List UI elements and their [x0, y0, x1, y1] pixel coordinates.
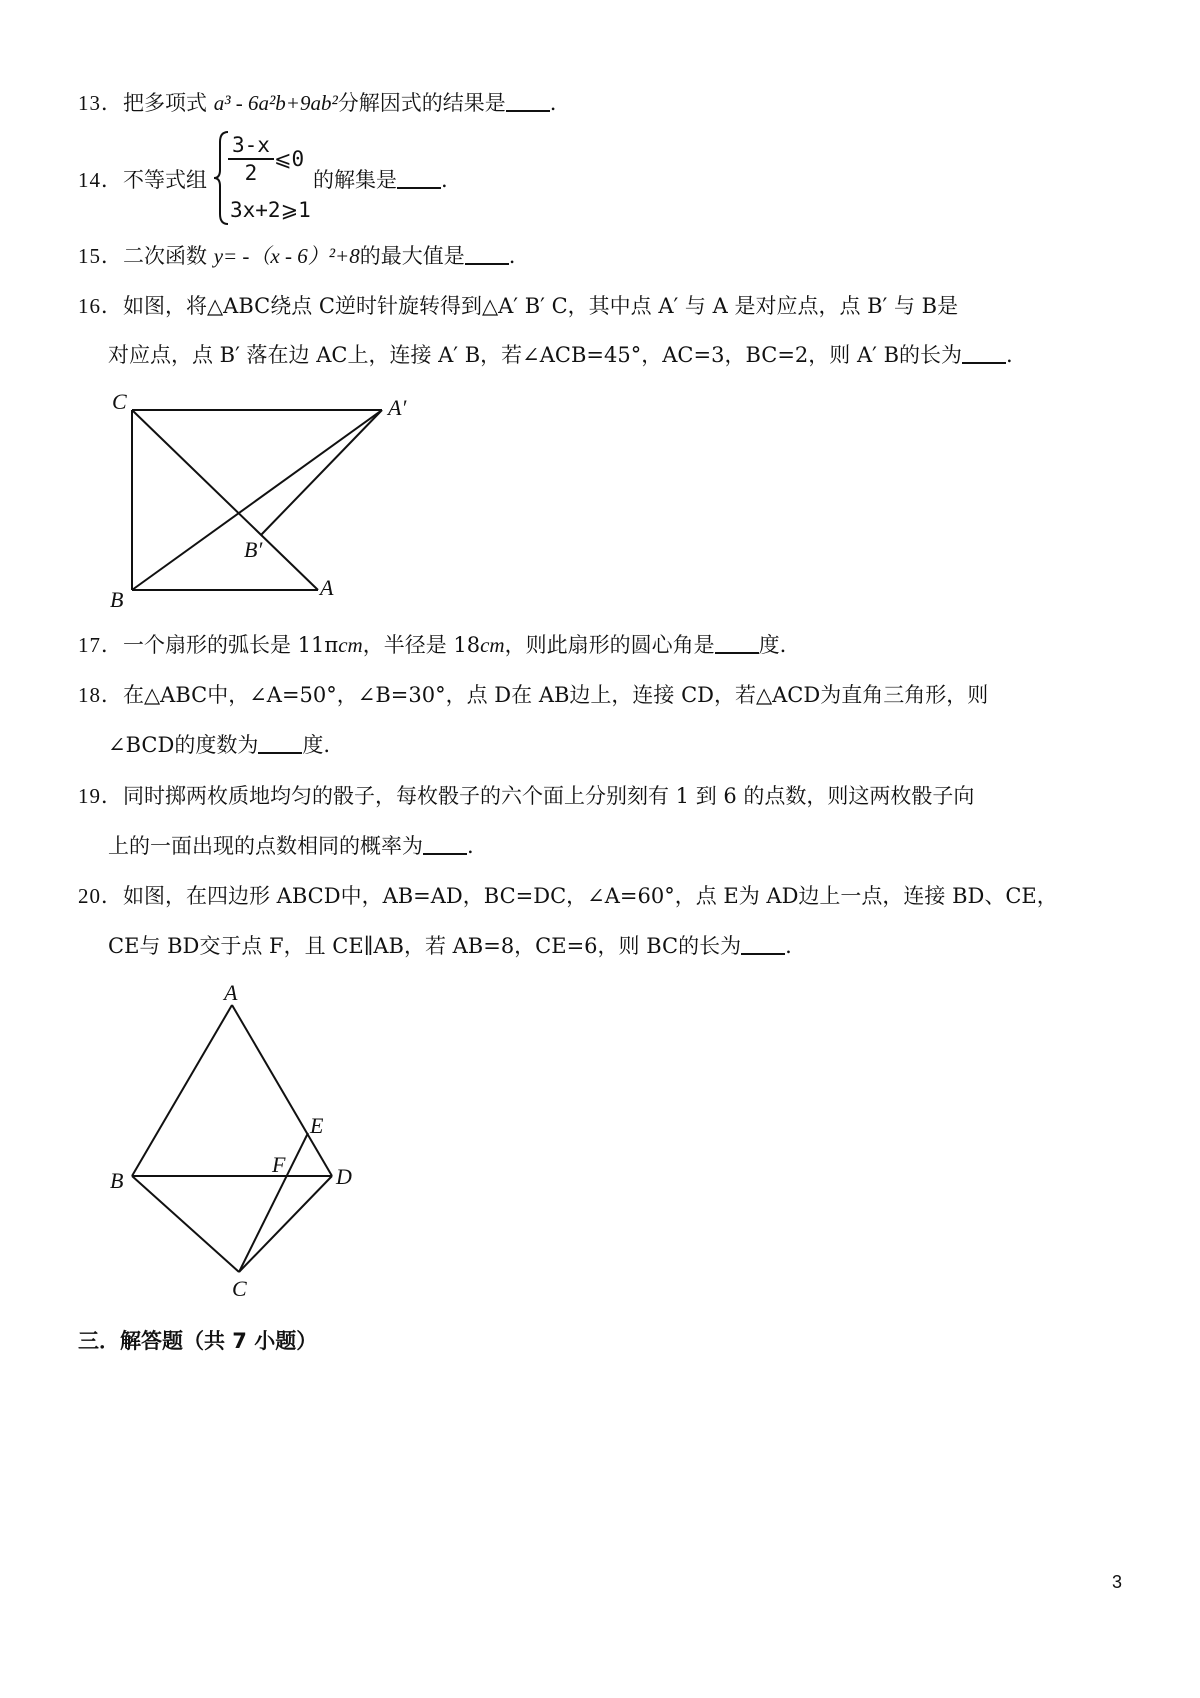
label-D: D	[336, 1164, 352, 1189]
fraction-numerator: 3-x	[228, 132, 274, 160]
label-F: F	[272, 1152, 286, 1177]
question-number: 13．	[78, 91, 123, 115]
label-A: A	[320, 575, 334, 600]
figure-16-rotation	[100, 385, 440, 615]
function-expression: y= -（x - 6）²+8	[213, 244, 360, 268]
answer-blank	[741, 933, 785, 955]
question-number: 20．	[78, 884, 123, 908]
question-number: 17．	[78, 633, 123, 657]
polynomial-expression: a³ - 6a²b+9ab²	[213, 91, 338, 115]
answer-blank	[715, 632, 759, 654]
question-18-line-2: ∠BCD的度数为 度.	[108, 733, 331, 757]
question-number: 19．	[78, 784, 123, 808]
label-E: E	[310, 1113, 324, 1138]
question-15: 15．二次函数 y= -（x - 6）²+8的最大值是 .	[78, 241, 515, 271]
inequality-1	[228, 132, 304, 186]
question-20-line-2: CE与 BD交于点 F，且 CE∥AB，若 AB=8，CE=6，则 BC的长为 .	[108, 934, 792, 958]
label-C: C	[232, 1276, 247, 1301]
question-17: 17．一个扇形的弧长是 11πcm，半径是 18cm，则此扇形的圆心角是 度.	[78, 630, 786, 660]
question-16-line-2: 对应点，点 B′ 落在边 AC上，连接 A′ B，若∠ACB=45°，AC=3，BC=2，则 A′ B的长为 .	[108, 343, 1013, 367]
label-B: B	[110, 587, 124, 612]
question-13: 13．把多项式 a³ - 6a²b+9ab²分解因式的结果是 .	[78, 88, 556, 118]
question-20-line-1: 20．如图，在四边形 ABCD中，AB=AD，BC=DC，∠A=60°，点 E为 AD边上一点，连接 BD、CE，	[78, 881, 1058, 911]
label-B-prime: B′	[244, 537, 263, 562]
page-number: 3	[1111, 1572, 1122, 1592]
question-18-line-1: 18．在△ABC中，∠A=50°，∠B=30°，点 D在 AB边上，连接 CD，若△ACD为直角三角形，则	[78, 680, 988, 710]
section-3-heading: 三．解答题（共 7 小题）	[78, 1329, 318, 1353]
question-number: 16．	[78, 294, 123, 318]
question-16-line-1: 16．如图，将△ABC绕点 C逆时针旋转得到△A′ B′ C，其中点 A′ 与 A 是对应点，点 B′ 与 B是	[78, 291, 958, 321]
question-number: 15．	[78, 244, 123, 268]
question-19-line-1: 19．同时掷两枚质地均匀的骰子，每枚骰子的六个面上分别刻有 1 到 6 的点数，则这两枚骰子向	[78, 781, 974, 811]
answer-blank	[423, 833, 467, 855]
inequality-relation: ⩽0	[273, 147, 305, 171]
label-C: C	[112, 389, 127, 414]
question-14: 14．不等式组 的解集是 .	[78, 165, 448, 195]
answer-blank	[506, 90, 550, 112]
answer-blank	[258, 732, 302, 754]
question-number: 14．	[78, 168, 123, 192]
question-19-line-2: 上的一面出现的点数相同的概率为 .	[108, 834, 474, 858]
figure-20-quadrilateral	[100, 980, 370, 1310]
answer-blank	[465, 243, 509, 265]
answer-blank	[962, 342, 1006, 364]
label-A-prime: A′	[388, 395, 407, 420]
label-B: B	[110, 1168, 124, 1193]
answer-blank	[397, 167, 441, 189]
inequality-2: 3x+2⩾1	[230, 198, 311, 222]
question-number: 18．	[78, 683, 123, 707]
fraction-denominator: 2	[244, 161, 258, 185]
label-A: A	[224, 980, 238, 1005]
